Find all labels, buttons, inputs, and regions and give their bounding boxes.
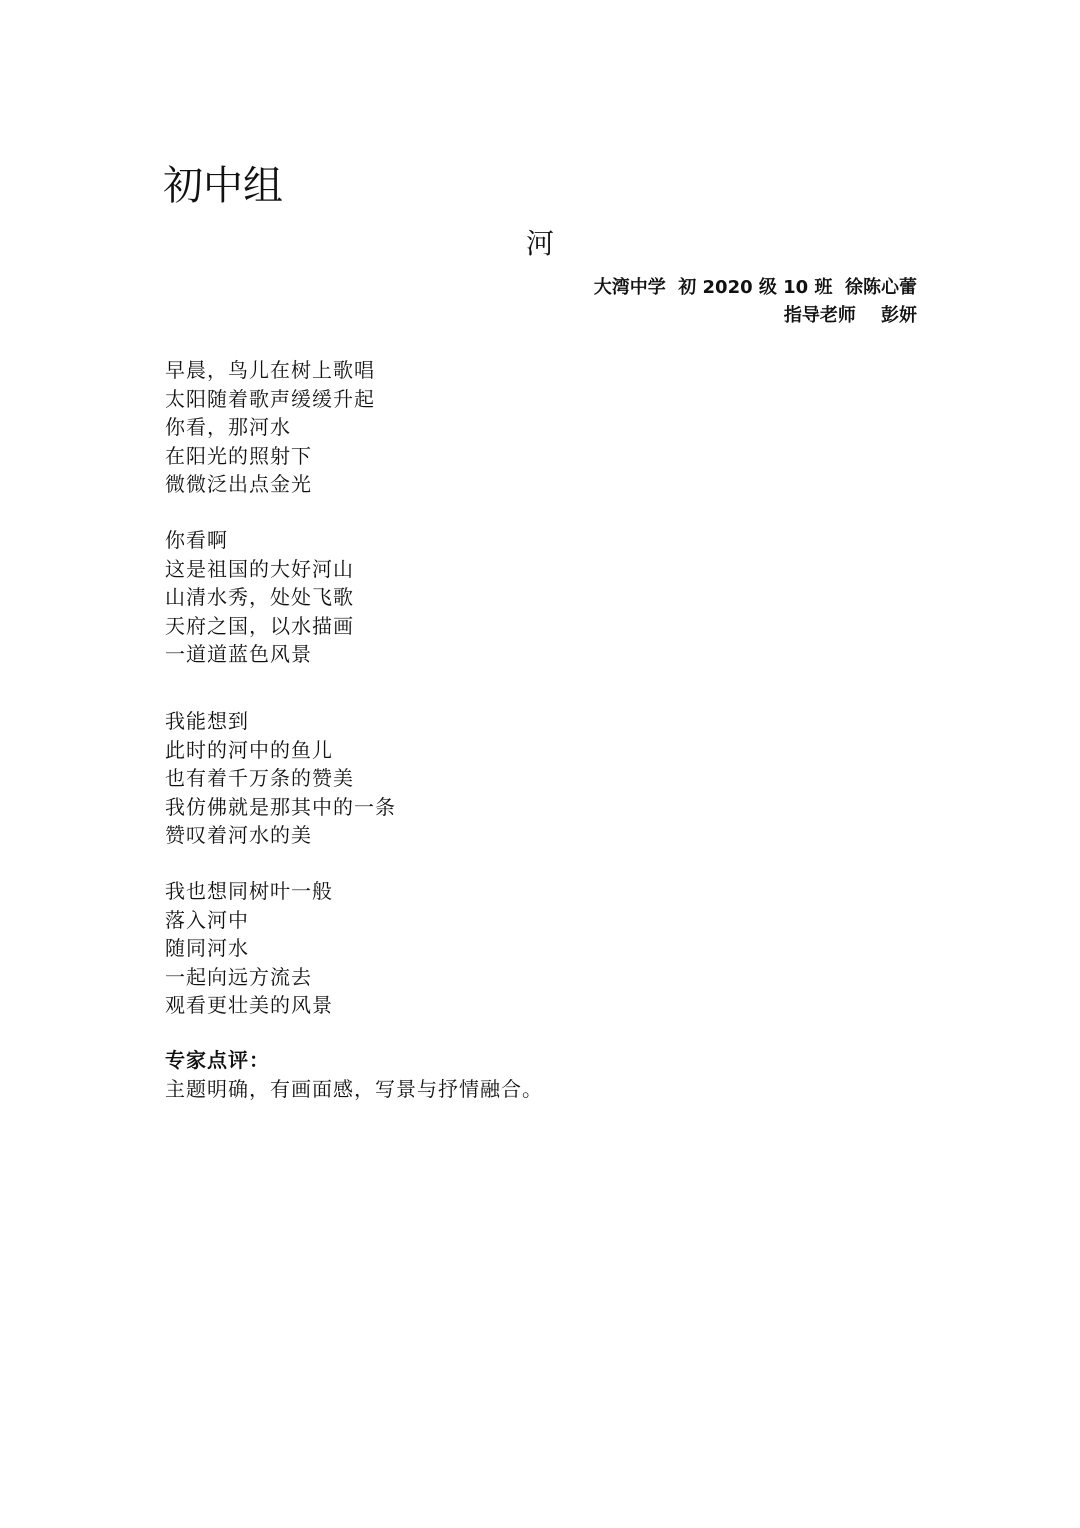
verse-line: 天府之国，以水描画 [165,613,354,638]
expert-review-label: 专家点评： [165,1048,270,1072]
verse-line: 一道道蓝色风景 [165,642,312,666]
verse-line: 山清水秀，处处飞歌 [165,585,354,609]
verse-line: 观看更壮美的风景 [165,993,333,1017]
verse-line: 一起向远方流去 [165,964,312,989]
verse-line: 我能想到 [165,709,249,733]
verse-line: 随同河水 [165,936,249,960]
verse-line: 早晨，鸟儿在树上歌唱 [165,358,375,382]
instructor-line: 指导老师 彭妍 [783,305,917,326]
verse-line: 落入河中 [165,907,249,932]
verse-line: 也有着千万条的赞美 [165,766,354,790]
verse-line: 赞叹着河水的美 [165,823,312,847]
verse-line: 太阳随着歌声缓缓升起 [165,386,375,411]
verse-line: 此时的河中的鱼儿 [165,737,333,762]
verse-line: 这是祖国的大好河山 [165,556,354,581]
verse-line: 我也想同树叶一般 [165,879,333,903]
author-byline [594,274,917,330]
verse-line: 在阳光的照射下 [165,443,312,468]
expert-review-text: 主题明确，有画面感，写景与抒情融合。 [165,1076,543,1101]
expert-review [165,1046,543,1103]
verse-line: 你看，那河水 [165,415,291,439]
poem-title: 河 [525,227,554,260]
verse-line: 微微泛出点金光 [165,472,312,496]
stanza-1 [165,356,925,499]
stanza-2 [165,526,925,669]
group-heading: 初中组 [163,163,283,209]
stanza-4 [165,877,925,1020]
verse-line: 我仿佛就是那其中的一条 [165,794,396,819]
author-school-line: 大湾中学 初 2020 级 10 班 徐陈心蕾 [593,277,917,298]
stanza-3 [165,707,925,850]
verse-line: 你看啊 [165,528,228,552]
